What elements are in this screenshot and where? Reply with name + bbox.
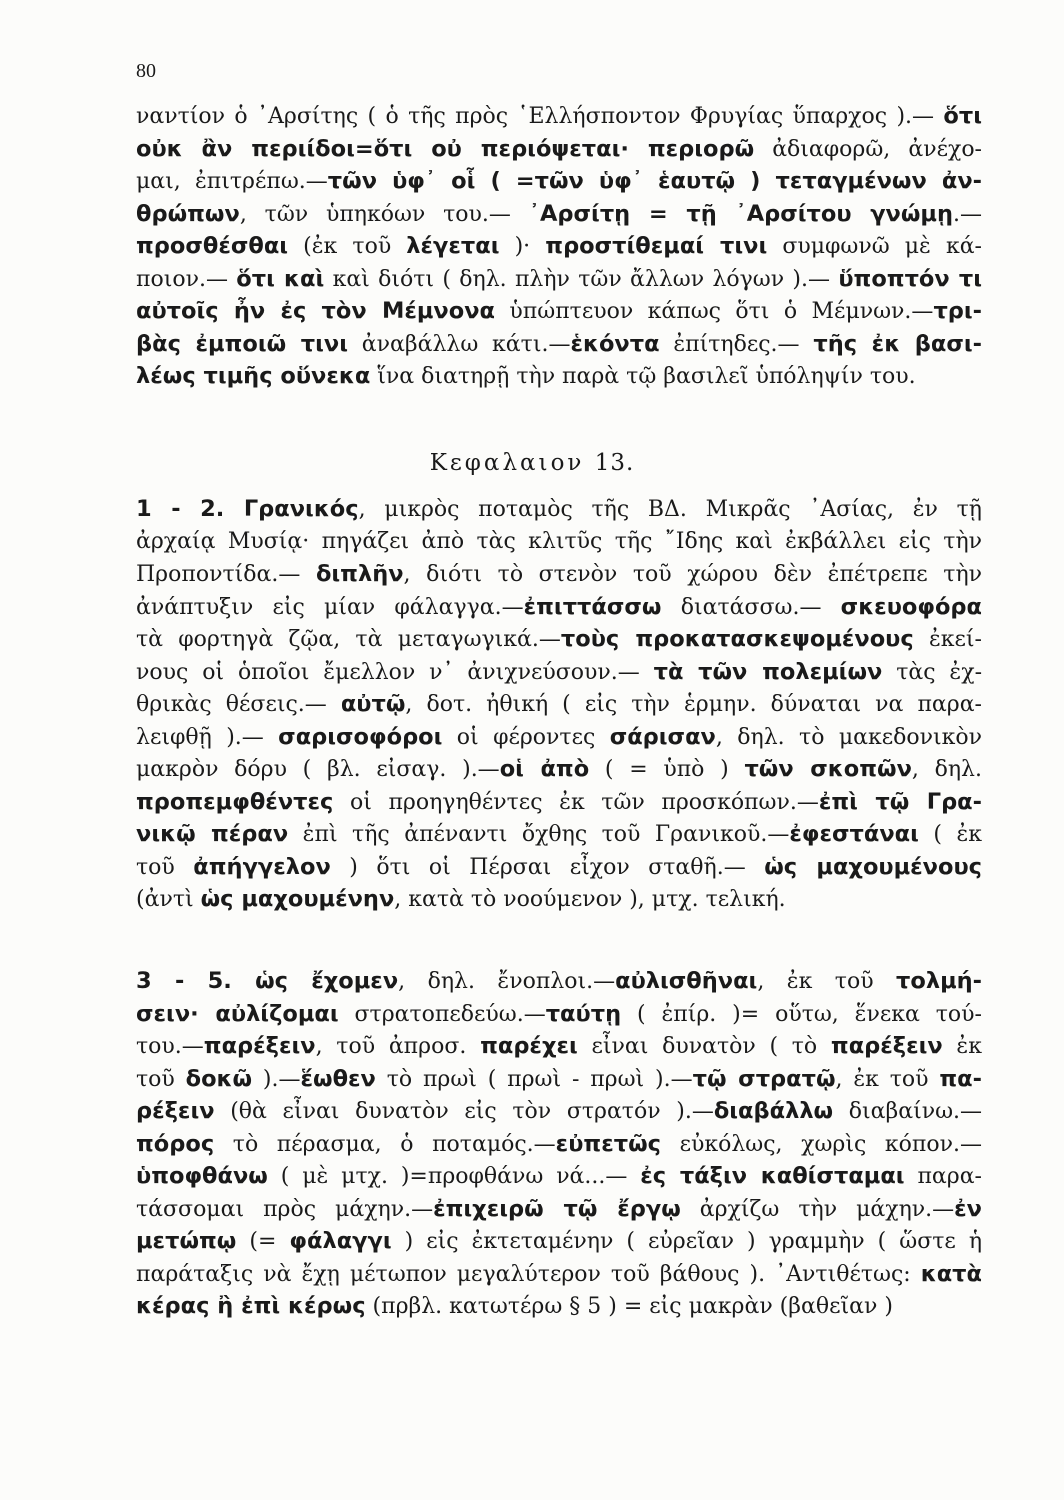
lemma-term: ὅτι (943, 103, 982, 129)
text-line (136, 360, 982, 393)
gloss-text: ποιον.— (136, 266, 237, 292)
lemma-term: οὐκ ἂν περιίδοι=ὅτι οὐ περιόψεται· περιορῶ (136, 135, 755, 162)
gloss-text: ( μὲ μτχ. )=προφθάνω νά...— (267, 1164, 641, 1189)
chapter-heading (0, 450, 1064, 476)
lemma-term: πα- (939, 1065, 982, 1092)
text-line (136, 721, 982, 754)
text-line (136, 328, 982, 361)
text-line (136, 493, 982, 526)
text-line (136, 786, 982, 819)
gloss-text: ἀρχαίᾳ Μυσίᾳ· πηγάζει ἀπὸ τὰς κλιτῦς τῆς ῎Ιδης καὶ ἐκβάλλει εἰς τὴν (136, 528, 982, 554)
gloss-text: (ἐκ τοῦ (288, 234, 407, 259)
lemma-term: τολμή- (896, 968, 982, 994)
lemma-term: κατὰ (920, 1260, 982, 1287)
gloss-text: εἶναι δυνατὸν ( τὸ (577, 1034, 831, 1059)
lemma-term: σειν· αὐλίζομαι (136, 1000, 339, 1027)
lemma-term: κέρας ἢ ἐπὶ κέρως (136, 1293, 366, 1319)
lemma-term: ὡς μαχουμένην (200, 886, 395, 912)
text-line (136, 165, 982, 198)
gloss-text: , δηλ. ἔνοπλοι.— (398, 969, 616, 994)
lemma-term: ὕποπτόν τι (838, 265, 982, 292)
gloss-text: (ἀντὶ (136, 887, 201, 912)
gloss-text: , ἐκ τοῦ (757, 969, 897, 994)
text-line (136, 100, 982, 133)
gloss-text: ἵνα διατηρῇ τὴν παρὰ τῷ βασιλεῖ ὑπόληψίν του. (370, 364, 916, 389)
lemma-term: πόρος (136, 1130, 215, 1157)
lemma-term: εὐπετῶς (555, 1130, 661, 1157)
lemma-term: νικῷ πέραν (136, 821, 289, 847)
text-line (136, 656, 982, 689)
gloss-text: ἐκ (942, 1034, 982, 1059)
gloss-text: τὰ φορτηγὰ ζῷα, τὰ μεταγωγικά.— (136, 627, 561, 652)
gloss-text: οἱ φέροντες (442, 724, 610, 750)
gloss-text: καὶ διότι ( δηλ. πλὴν τῶν ἄλλων λόγων ).— (324, 266, 839, 292)
lemma-term: ρέξειν (136, 1098, 215, 1124)
lemma-term: προστίθεμαί τινι (545, 233, 768, 259)
lemma-term: ὑποφθάνω (136, 1163, 268, 1189)
text-line (136, 688, 982, 721)
text-line (136, 1095, 982, 1128)
gloss-text: παράταξις νὰ ἔχῃ μέτωπον μεγαλύτερον τοῦ βάθους ). ᾿Αντιθέτως: (136, 1261, 921, 1287)
lemma-term: σκευοφόρα (840, 593, 982, 620)
lemma-term: προσθέσθαι (136, 233, 289, 259)
chapter-heading-word: Κεφαλαιον (429, 450, 585, 476)
gloss-text: ἐπίτηδες.— (659, 331, 814, 357)
text-line (136, 591, 982, 624)
text-line (136, 230, 982, 263)
gloss-text: ἐπὶ τῆς ἀπέναντι ὄχθης τοῦ Γρανικοῦ.— (288, 822, 790, 847)
gloss-text: συμφωνῶ μὲ κά- (767, 234, 982, 259)
gloss-text: τάσσομαι πρὸς μάχην.— (136, 1196, 434, 1222)
text-line (136, 1193, 982, 1226)
lemma-term: τῶν ὑφ᾿ οἷ ( =τῶν ὑφ᾿ ἑαυτῷ ) τεταγμένων ἀν- (327, 168, 982, 194)
page-number: 80 (136, 60, 156, 82)
lemma-term: δοκῶ (185, 1065, 253, 1092)
text-line (136, 998, 982, 1031)
gloss-text: θρικὰς θέσεις.— (136, 692, 341, 717)
paragraph-section-3-5 (136, 965, 982, 1323)
gloss-text: ἐκεί- (913, 627, 982, 652)
gloss-text: , διότι τὸ στενὸν τοῦ χώρου δὲν ἐπέτρεπε τὴν (403, 562, 982, 587)
lemma-term: παρέχει (480, 1033, 578, 1059)
gloss-text: τοῦ (136, 854, 194, 880)
lemma-term: σάρισαν (609, 723, 716, 750)
lemma-term: διπλῆν (315, 561, 404, 587)
gloss-text: (= (236, 1229, 290, 1254)
lemma-term: αὐτοῖς ἦν ἐς τὸν Μέμνονα (136, 298, 496, 324)
text-line (136, 198, 982, 231)
text-line (136, 818, 982, 851)
lemma-term: ἀπήγγελον (193, 853, 331, 880)
gloss-text: διατάσσω.— (661, 594, 841, 620)
lemma-term: οἱ ἀπὸ (499, 756, 590, 782)
lemma-term: αὐτῷ (340, 691, 406, 717)
lemma-term: 3 - 5. ὡς ἔχομεν (136, 968, 399, 994)
gloss-text: , δοτ. ἠθική ( εἰς τὴν ἑρμην. δύναται να παρα- (405, 692, 982, 717)
gloss-text: ( ἐπίρ. )= οὕτω, ἕνεκα τού- (621, 1001, 982, 1027)
gloss-text: νους οἱ ὁποῖοι ἔμελλον ν᾿ ἀνιχνεύσουν.— (136, 659, 654, 685)
text-line (136, 558, 982, 591)
chapter-heading-number: 13. (594, 450, 635, 476)
gloss-text: .— (953, 201, 982, 227)
lemma-term: τῷ στρατῷ (692, 1065, 836, 1092)
gloss-text: ἀρχίζω τὴν μάχην.— (680, 1196, 955, 1222)
lemma-term: ἐν (954, 1195, 982, 1222)
paragraph-section-1-2 (136, 493, 982, 916)
lemma-term: προπεμφθέντες (136, 788, 334, 815)
gloss-text: (πρβλ. κατωτέρω § 5 ) = εἰς μακρὰν (βαθεῖαν ) (365, 1294, 893, 1319)
gloss-text: , ἐκ τοῦ (835, 1066, 940, 1092)
gloss-text: οἱ προηγηθέντες ἐκ τῶν προσκόπων.— (333, 789, 819, 815)
gloss-text: λειφθῇ ).— (136, 724, 279, 750)
text-line (136, 1290, 982, 1323)
gloss-text: (θὰ εἶναι δυνατὸν εἰς τὸν στρατόν ).— (214, 1099, 714, 1124)
gloss-text: , τοῦ ἀπροσ. (315, 1034, 481, 1059)
lemma-term: ἐπὶ τῷ Γρα- (818, 788, 982, 815)
lemma-term: ἕωθεν (300, 1065, 376, 1092)
lemma-term: μετώπῳ (136, 1228, 237, 1254)
lemma-term: τὰ τῶν πολεμίων (653, 658, 883, 685)
lemma-term: ἐπιττάσσω (523, 593, 662, 620)
lemma-term: ἐς τάξιν καθίσταμαι (640, 1163, 905, 1189)
gloss-text: ).— (252, 1066, 301, 1092)
text-line (136, 526, 982, 559)
gloss-text: Προποντίδα.— (136, 562, 316, 587)
gloss-text: )· (499, 234, 546, 259)
gloss-text: ἀνάπτυξιν εἰς μίαν φάλαγγα.— (136, 594, 524, 620)
lemma-term: τοὺς προκατασκεψομένους (560, 626, 914, 652)
text-line (136, 1225, 982, 1258)
gloss-text: εὐκόλως, χωρὶς κόπον.— (660, 1131, 982, 1157)
gloss-text: διαβαίνω.— (833, 1099, 982, 1124)
lemma-term: βὰς ἐμποιῶ τινι (136, 330, 349, 357)
gloss-text: ναντίον ὁ ᾿Αρσίτης ( ὁ τῆς πρὸς ῾Ελλήσποντον Φρυγίας ὕπαρχος ).— (136, 104, 944, 129)
gloss-text: , δηλ. (911, 757, 982, 782)
lemma-term: διαβάλλω (713, 1098, 834, 1124)
text-line (136, 1160, 982, 1193)
lemma-term: ὅτι καὶ (236, 265, 325, 292)
gloss-text: ) εἰς ἐκτεταμένην ( εὐρεῖαν ) γραμμὴν ( ὥστε ἡ (391, 1229, 982, 1254)
gloss-text: , δηλ. τὸ μακεδονικὸν (715, 724, 982, 750)
gloss-text: του.— (136, 1034, 204, 1059)
text-line (136, 263, 982, 296)
lemma-term: θρώπων (136, 200, 240, 227)
gloss-text: , τῶν ὑπηκόων του.— (239, 201, 529, 227)
lemma-term: τῶν σκοπῶν (744, 756, 912, 782)
gloss-text: τὸ πρωὶ ( πρωὶ - πρωὶ ).— (375, 1066, 693, 1092)
text-line (136, 753, 982, 786)
lemma-term: ἑκόντα (570, 330, 660, 357)
text-line (136, 1258, 982, 1291)
lemma-term: αὐλισθῆναι (615, 968, 758, 994)
gloss-text: ( = ὑπὸ ) (589, 757, 745, 782)
lemma-term: 1 - 2. Γρανικός (136, 496, 359, 522)
text-line (136, 295, 982, 328)
lemma-term: ἐπιχειρῶ τῷ ἔργῳ (433, 1195, 681, 1222)
text-line (136, 851, 982, 884)
text-line (136, 965, 982, 998)
gloss-text: ( ἐκ (918, 822, 982, 847)
text-line (136, 133, 982, 166)
gloss-text: τὰς ἐχ- (882, 659, 982, 685)
gloss-text: , κατὰ τὸ νοούμενον ), μτχ. τελική. (394, 887, 786, 912)
lemma-term: φάλαγγι (289, 1228, 392, 1254)
lemma-term: ὡς μαχουμένους (764, 853, 982, 880)
lemma-term: παρέξειν (830, 1033, 943, 1059)
lemma-term: λέως τιμῆς οὕνεκα (136, 363, 371, 389)
gloss-text: ἀδιαφορῶ, ἀνέχο- (754, 136, 982, 162)
gloss-text: μαι, ἐπιτρέπω.— (136, 169, 328, 194)
text-line (136, 1063, 982, 1096)
gloss-text: μακρὸν δόρυ ( βλ. εἰσαγ. ).— (136, 757, 500, 782)
gloss-text: , μικρὸς ποταμὸς τῆς ΒΔ. Μικρᾶς ᾿Ασίας, ἐν τῇ (358, 497, 982, 522)
gloss-text: ἀναβάλλω κάτι.— (348, 331, 571, 357)
gloss-text: τοῦ (136, 1066, 186, 1092)
text-line (136, 883, 982, 916)
lemma-term: ἐφεστάναι (789, 821, 919, 847)
lemma-term: ταύτῃ (545, 1000, 622, 1027)
text-line (136, 623, 982, 656)
text-line (136, 1030, 982, 1063)
lemma-term: τῆς ἐκ βασι- (813, 330, 982, 357)
paragraph-commentary-12 (136, 100, 982, 393)
gloss-text: παρα- (904, 1164, 982, 1189)
lemma-term: σαρισοφόροι (278, 723, 443, 750)
gloss-text: τὸ πέρασμα, ὁ ποταμός.— (214, 1131, 556, 1157)
lemma-term: λέγεται (406, 233, 500, 259)
lemma-term: παρέξειν (203, 1033, 316, 1059)
gloss-text: ) ὅτι οἱ Πέρσαι εἶχον σταθῆ.— (330, 854, 765, 880)
gloss-text: ὑπώπτευον κάπως ὅτι ὁ Μέμνων.— (495, 299, 934, 324)
lemma-term: τρι- (933, 298, 982, 324)
lemma-term: ᾿Αρσίτῃ = τῇ ᾿Αρσίτου γνώμῃ (528, 200, 954, 227)
gloss-text: στρατοπεδεύω.— (338, 1001, 546, 1027)
text-line (136, 1128, 982, 1161)
